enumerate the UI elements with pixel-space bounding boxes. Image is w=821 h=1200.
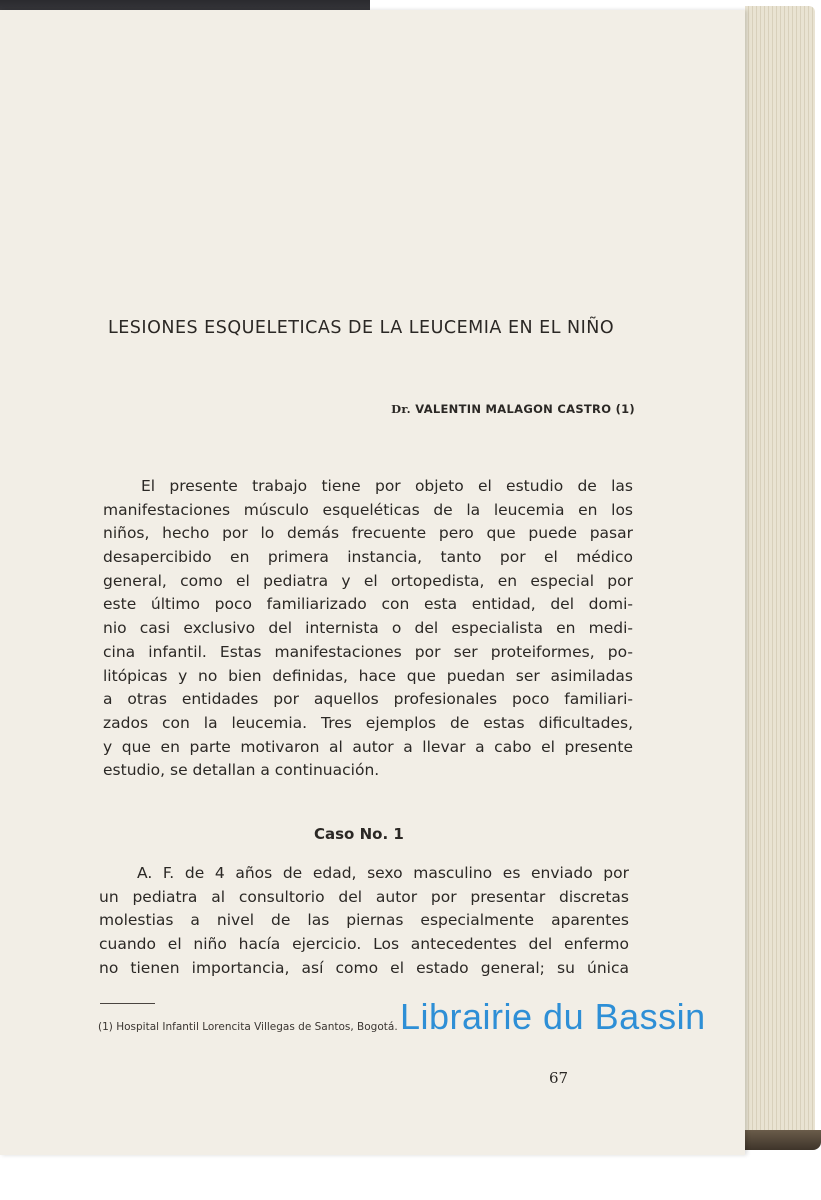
paragraph-line: A. F. de 4 años de edad, sexo masculino es enviado por [137, 864, 629, 882]
paragraph-line: este último poco familiarizado con esta entidad, del domi- [103, 595, 633, 614]
footnote: (1) Hospital Infantil Lorencita Villegas de Santos, Bogotá. [98, 1021, 398, 1033]
paragraph-line: cina infantil. Estas manifestaciones por ser proteiformes, po- [103, 642, 633, 661]
author-prefix: Dr. [391, 402, 411, 416]
paragraph-line: nio casi exclusivo del internista o del especialista en medi- [103, 619, 633, 638]
paragraph-line: desapercibido en primera instancia, tanto por el médico [103, 548, 633, 567]
article-title: LESIONES ESQUELETICAS DE LA LEUCEMIA EN EL NIÑO [108, 318, 615, 338]
paragraph-line: cuando el niño hacía ejercicio. Los antecedentes del enfermo [99, 935, 629, 954]
watermark-text: Librairie du Bassin [400, 996, 706, 1037]
page-number: 67 [549, 1069, 569, 1087]
author-name: VALENTIN MALAGON CASTRO (1) [415, 402, 635, 416]
case-heading: Caso No. 1 [314, 825, 404, 843]
paragraph-line: niños, hecho por lo demás frecuente pero que puede pasar [103, 524, 633, 543]
paragraph-line: y que en parte motivaron al autor a llevar a cabo el presente [103, 737, 633, 756]
paragraph-line: zados con la leucemia. Tres ejemplos de estas dificultades, [103, 713, 633, 732]
paragraph-line: un pediatra al consultorio del autor por presentar discretas [99, 887, 629, 906]
paragraph-line: no tienen importancia, así como el estado general; su única [99, 958, 629, 977]
paragraph-line: litópicas y no bien definidas, hace que puedan ser asimiladas [103, 666, 633, 685]
paragraph-line: general, como el pediatra y el ortopedista, en especial por [103, 571, 633, 590]
page-stack-edges [745, 6, 815, 1136]
paragraph-line: estudio, se detallan a continuación. [103, 761, 380, 780]
intro-paragraph [103, 475, 633, 783]
paragraph-line: molestias a nivel de las piernas especialmente aparentes [99, 911, 629, 930]
book-page [0, 10, 745, 1155]
case-paragraph [99, 862, 629, 980]
author-line [390, 402, 635, 416]
paragraph-line: El presente trabajo tiene por objeto el estudio de las [141, 477, 633, 495]
paragraph-line: a otras entidades por aquellos profesionales poco familiari- [103, 690, 633, 709]
paragraph-line: manifestaciones músculo esqueléticas de la leucemia en los [103, 500, 633, 519]
footnote-divider [100, 1003, 155, 1004]
